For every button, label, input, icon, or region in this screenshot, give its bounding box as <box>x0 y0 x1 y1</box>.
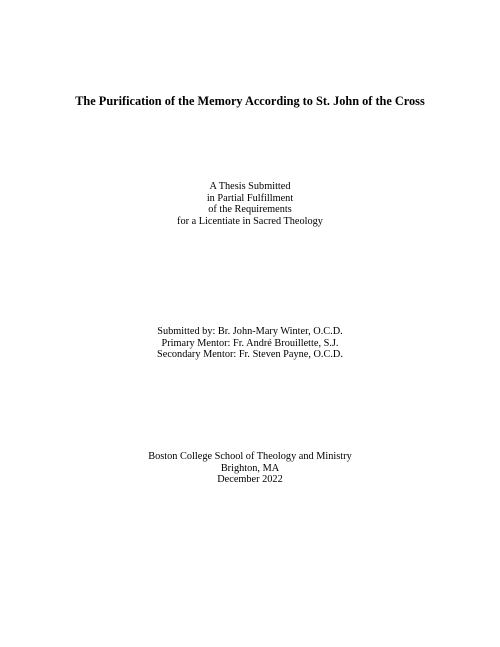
submitted-by: Submitted by: Br. John-Mary Winter, O.C.D. <box>157 326 343 337</box>
institution-location: Brighton, MA <box>220 462 280 474</box>
secondary-mentor: Secondary Mentor: Fr. Steven Payne, O.C.D. <box>157 349 343 361</box>
institution-name: Boston College School of Theology and Ministry <box>148 451 352 462</box>
primary-mentor: Primary Mentor: Fr. André Brouillette, S.J. <box>161 337 339 349</box>
thesis-statement <box>0 181 500 227</box>
thesis-statement-line: in Partial Fulfillment <box>206 192 294 204</box>
submission-date: December 2022 <box>217 474 283 486</box>
thesis-statement-line: of the Requirements <box>208 204 292 216</box>
thesis-statement-line: A Thesis Submitted <box>209 181 291 192</box>
thesis-title: The Purification of the Memory According to St. John of the Cross <box>75 94 425 108</box>
submission-info <box>0 326 500 361</box>
thesis-statement-line: for a Licentiate in Sacred Theology <box>177 215 323 227</box>
institution-info <box>0 451 500 486</box>
